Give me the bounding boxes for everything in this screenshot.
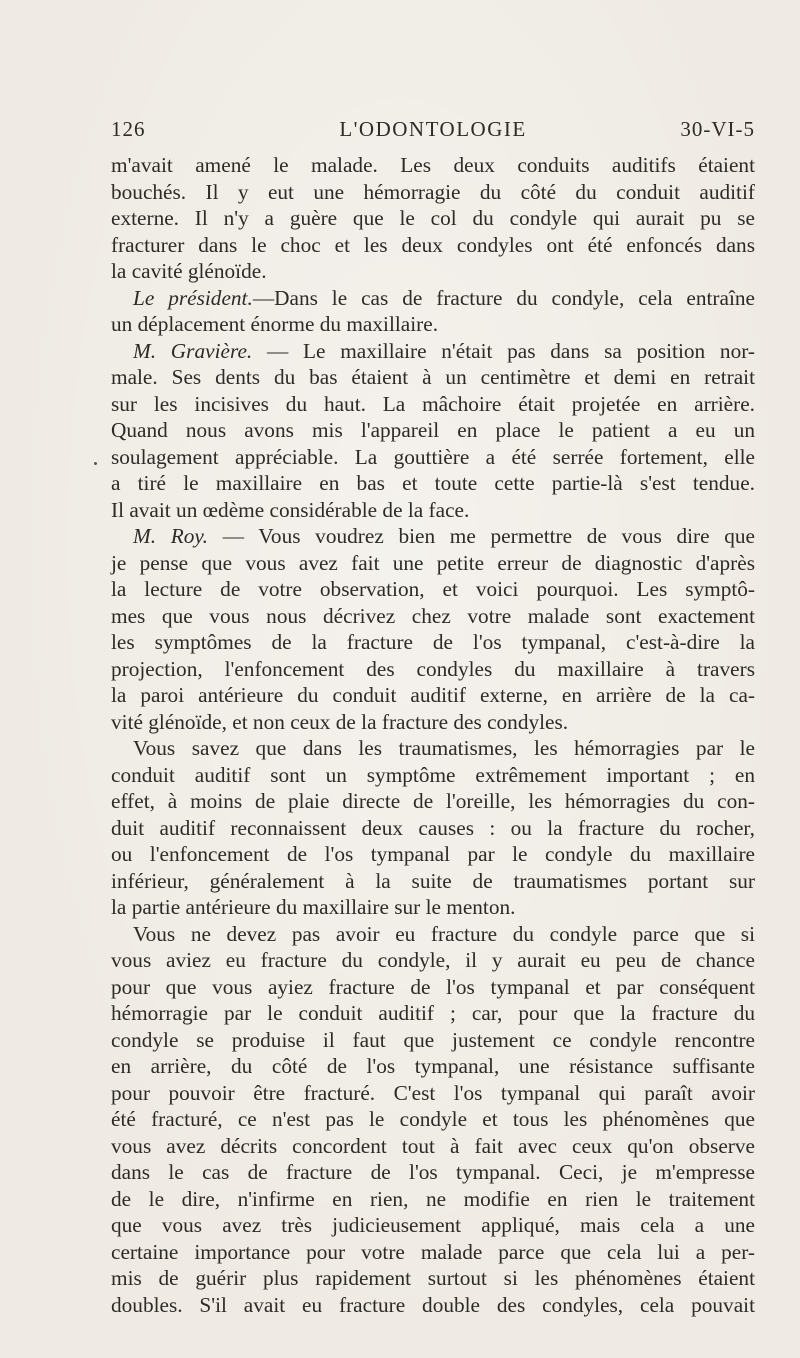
line-text: conduit auditif sont un symptôme extrêmement important ; en: [111, 762, 755, 787]
text-line: [111, 311, 755, 338]
text-line: [111, 497, 755, 524]
text-line: [111, 894, 755, 921]
line-text: projection, l'enfoncement des condyles du maxillaire à travers: [111, 656, 755, 681]
text-line: [111, 1186, 755, 1213]
line-text: ou l'enfoncement de l'os tympanal par le condyle du maxillaire: [111, 842, 755, 866]
margin-mark: [94, 462, 97, 465]
line-text: de le dire, n'infirme en rien, ne modifie en rien le traitement: [111, 1186, 755, 1211]
text-line: [111, 921, 755, 948]
text-line: [111, 285, 755, 312]
line-text: Quand nous avons mis l'appareil en place le patient a eu un: [111, 418, 755, 442]
line-text: Il avait un œdème considérable de la face.: [111, 497, 470, 522]
text-line: [111, 1053, 755, 1080]
text-line: [111, 1212, 755, 1239]
line-text: soulagement appréciable. La gouttière a été serrée fortement, elle: [111, 444, 755, 469]
line-text: les symptômes de la fracture de l'os tympanal, c'est-à-dire la: [111, 630, 755, 654]
line-text: la paroi antérieure du conduit auditif externe, en arrière de la ca-: [111, 683, 755, 707]
line-text: vité glénoïde, et non ceux de la fracture des condyles.: [111, 709, 569, 734]
line-text: inférieur, généralement à la suite de traumatismes portant sur: [111, 868, 755, 893]
line-text: certaine importance pour votre malade parce que cela lui a per-: [111, 1239, 755, 1264]
line-text: male. Ses dents du bas étaient à un centimètre et demi en retrait: [111, 365, 755, 389]
line-text: doubles. S'il avait eu fracture double des condyles, cela pouvait: [111, 1292, 755, 1317]
text-line: [111, 550, 755, 577]
text-line: [111, 841, 755, 868]
text-line: [111, 1292, 755, 1319]
journal-title: L'ODONTOLOGIE: [339, 117, 527, 141]
page-number: 126: [111, 117, 146, 141]
text-line: [111, 629, 755, 656]
line-text: été fracturé, ce n'est pas le condyle et tous les phénomènes que: [111, 1107, 755, 1131]
line-text: que vous avez très judicieusement appliqué, mais cela a une: [111, 1213, 755, 1237]
line-text: mis de guérir plus rapidement surtout si les phénomènes étaient: [111, 1266, 755, 1290]
line-text: hémorragie par le conduit auditif ; car, pour que la fracture du: [111, 1001, 755, 1025]
text-line: [111, 762, 755, 789]
line-text: effet, à moins de plaie directe de l'oreille, les hémorragies du con-: [111, 789, 755, 813]
line-text: Vous savez que dans les traumatismes, les hémorragies par le: [133, 736, 755, 760]
line-text: — Vous voudrez bien me permettre de vous dire que: [208, 524, 755, 548]
line-text: dans le cas de fracture de l'os tympanal. Ceci, je m'empresse: [111, 1160, 755, 1184]
line-text: en arrière, du côté de l'os tympanal, une résistance suffisante: [111, 1054, 755, 1078]
line-text: la cavité glénoïde.: [111, 259, 267, 283]
text-line: [111, 947, 755, 974]
body-text: [111, 152, 755, 1318]
line-text: externe. Il n'y a guère que le col du condyle qui aurait pu se: [111, 206, 755, 230]
text-line: [111, 788, 755, 815]
text-line: [111, 656, 755, 683]
running-header: [111, 117, 755, 141]
text-line: [111, 1133, 755, 1160]
issue-date: 30-VI-5: [680, 117, 755, 141]
line-text: pour que vous ayiez fracture de l'os tympanal et par conséquent: [111, 974, 755, 999]
line-text: pour pouvoir être fracturé. C'est l'os tympanal qui paraît avoir: [111, 1080, 755, 1105]
text-line: [111, 603, 755, 630]
text-line: [111, 338, 755, 365]
line-text: mes que vous nous décrivez chez votre malade sont exactement: [111, 603, 755, 628]
speaker-name: M. Roy.: [133, 524, 209, 548]
text-line: [111, 1239, 755, 1266]
text-line: [111, 232, 755, 259]
text-line: [111, 1106, 755, 1133]
text-line: [111, 258, 755, 285]
text-line: [111, 868, 755, 895]
line-text: vous avez décrits concordent tout à fait avec ceux qu'on observe: [111, 1133, 755, 1158]
text-line: [111, 815, 755, 842]
text-line: [111, 179, 755, 206]
line-text: vous aviez eu fracture du condyle, il y aurait eu peu de chance: [111, 948, 755, 972]
text-line: [111, 1027, 755, 1054]
line-text: bouchés. Il y eut une hémorragie du côté du conduit auditif: [111, 179, 755, 204]
text-line: [111, 391, 755, 418]
text-line: [111, 1159, 755, 1186]
line-text: duit auditif reconnaissent deux causes : ou la fracture du rocher,: [111, 815, 755, 840]
text-line: [111, 1265, 755, 1292]
text-line: [111, 682, 755, 709]
text-line: [111, 417, 755, 444]
line-text: un déplacement énorme du maxillaire.: [111, 312, 439, 336]
text-line: [111, 709, 755, 736]
text-line: [111, 1000, 755, 1027]
line-text: m'avait amené le malade. Les deux conduits auditifs étaient: [111, 153, 755, 177]
text-line: [111, 205, 755, 232]
line-text: Vous ne devez pas avoir eu fracture du condyle parce que si: [133, 921, 755, 946]
text-line: [111, 974, 755, 1001]
text-line: [111, 364, 755, 391]
line-text: —Dans le cas de fracture du condyle, cela entraîne: [252, 285, 755, 310]
speaker-name: Le président.: [133, 285, 253, 310]
speaker-name: M. Gravière.: [133, 338, 253, 363]
line-text: a tiré le maxillaire en bas et toute cette partie-là s'est tendue.: [111, 471, 755, 495]
line-text: la partie antérieure du maxillaire sur le menton.: [111, 895, 516, 919]
line-text: fracturer dans le choc et les deux condyles ont été enfoncés dans: [111, 232, 755, 257]
line-text: la lecture de votre observation, et voici pourquoi. Les symptô-: [111, 577, 755, 601]
line-text: — Le maxillaire n'était pas dans sa position nor-: [252, 338, 755, 363]
text-line: [111, 152, 755, 179]
line-text: je pense que vous avez fait une petite erreur de diagnostic d'après: [111, 550, 755, 575]
text-line: [111, 523, 755, 550]
line-text: condyle se produise il faut que justement ce condyle rencontre: [111, 1027, 755, 1052]
text-line: [111, 576, 755, 603]
text-line: [111, 444, 755, 471]
line-text: sur les incisives du haut. La mâchoire était projetée en arrière.: [111, 391, 755, 416]
text-line: [111, 1080, 755, 1107]
text-line: [111, 470, 755, 497]
text-line: [111, 735, 755, 762]
